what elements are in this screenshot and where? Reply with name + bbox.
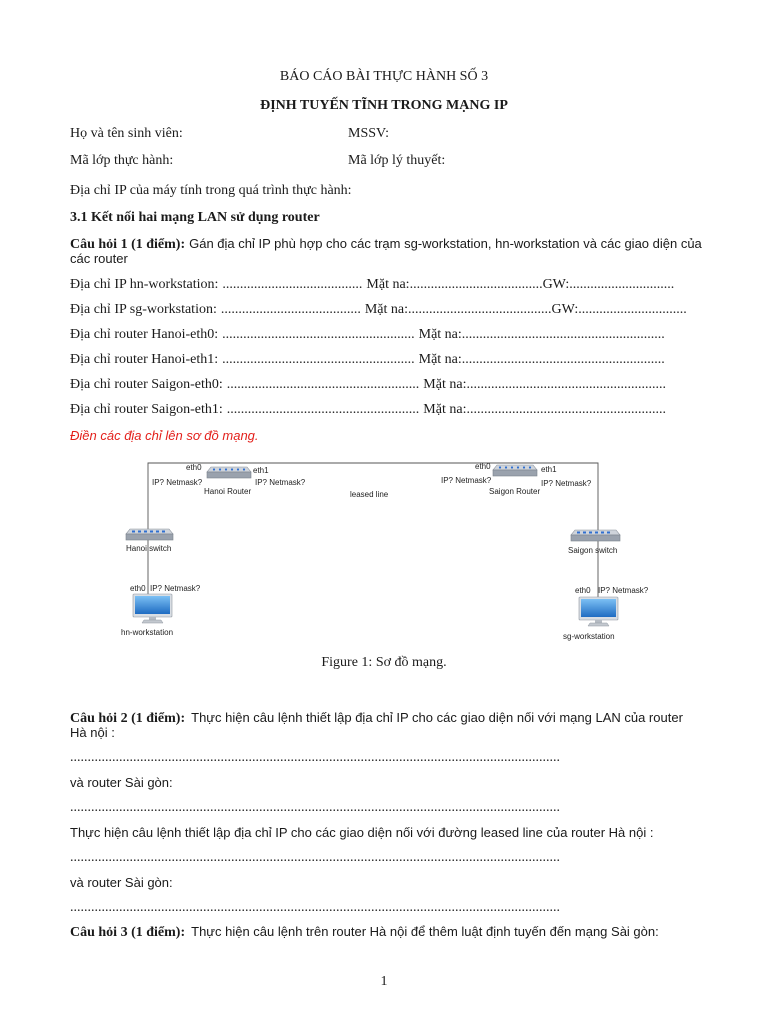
row-label: Địa chỉ IP sg-workstation: bbox=[70, 302, 217, 317]
leased-line-instruction: Thực hiện câu lệnh thiết lập địa chỉ IP cho các giao diện nối với đường leased line của router Hà nội : bbox=[70, 825, 654, 840]
hanoi-router-label: Hanoi Router bbox=[204, 487, 252, 496]
hanoi-eth1-ip: IP? Netmask? bbox=[255, 478, 306, 487]
q2-line bbox=[70, 709, 683, 728]
gw-blank: .............................. bbox=[569, 277, 675, 292]
student-name-label: Họ và tên sinh viên: bbox=[70, 126, 183, 141]
form-row-hanoi-eth0 bbox=[70, 326, 665, 344]
answer-blank-saigon-leased: ............................................................................................................................................ bbox=[70, 900, 560, 915]
hanoi-eth1-label: eth1 bbox=[253, 466, 269, 475]
practice-class-label: Mã lớp thực hành: bbox=[70, 153, 174, 168]
row-label: Địa chỉ router Saigon-eth1: bbox=[70, 402, 223, 417]
ip-blank: ....................................................... bbox=[226, 402, 420, 417]
q1-text: Gán địa chỉ IP phù hợp cho các trạm sg-workstation, hn-workstation và các giao diện của bbox=[189, 236, 702, 251]
section-heading: 3.1 Kết nối hai mạng LAN sử dụng router bbox=[70, 210, 320, 225]
hn-ws-eth0-label: eth0 bbox=[130, 584, 146, 593]
saigon-router-label: Saigon Router bbox=[489, 487, 541, 496]
q1-text-continued: các router bbox=[70, 251, 128, 266]
q1-line bbox=[70, 235, 702, 254]
hanoi-switch-label: Hanoi switch bbox=[126, 544, 172, 553]
q3-label: Câu hỏi 3 (1 điểm): bbox=[70, 925, 186, 940]
student-id-label: MSSV: bbox=[348, 126, 389, 141]
form-row-saigon-eth1 bbox=[70, 401, 666, 419]
saigon-eth1-ip: IP? Netmask? bbox=[541, 479, 592, 488]
form-row-hn-workstation bbox=[70, 276, 674, 294]
mask-blank: .......................................................... bbox=[461, 352, 665, 367]
mask-blank: ...................................... bbox=[409, 277, 543, 292]
mask-blank: ......................................... bbox=[408, 302, 552, 317]
hanoi-switch-icon bbox=[126, 529, 173, 540]
saigon-eth0-label: eth0 bbox=[475, 462, 491, 471]
answer-blank-hanoi-lan: ............................................................................................................................................ bbox=[70, 750, 560, 765]
hn-workstation-label: hn-workstation bbox=[121, 628, 174, 637]
row-label: Địa chỉ router Hanoi-eth0: bbox=[70, 327, 219, 342]
mask-label: Mặt na: bbox=[366, 277, 410, 292]
form-row-sg-workstation bbox=[70, 301, 687, 319]
saigon-router-label-1: và router Sài gòn: bbox=[70, 775, 173, 790]
hanoi-router-icon bbox=[207, 467, 251, 478]
q2-label: Câu hỏi 2 (1 điểm): bbox=[70, 711, 186, 726]
hanoi-eth0-label: eth0 bbox=[186, 463, 202, 472]
hn-workstation-monitor-icon bbox=[133, 594, 172, 623]
gw-blank: ............................... bbox=[578, 302, 687, 317]
sg-workstation-label: sg-workstation bbox=[563, 632, 615, 641]
q2-text-continued: Hà nội : bbox=[70, 725, 115, 740]
saigon-eth0-ip: IP? Netmask? bbox=[441, 476, 492, 485]
report-subtitle: ĐỊNH TUYẾN TĨNH TRONG MẠNG IP bbox=[260, 98, 508, 113]
q3-line bbox=[70, 923, 659, 942]
q1-label: Câu hỏi 1 (1 điểm): bbox=[70, 237, 186, 252]
row-label: Địa chỉ router Saigon-eth0: bbox=[70, 377, 223, 392]
ip-blank: ....................................................... bbox=[222, 352, 415, 367]
computer-ip-label: Địa chỉ IP của máy tính trong quá trình thực hành: bbox=[70, 183, 352, 198]
row-label: Địa chỉ router Hanoi-eth1: bbox=[70, 352, 219, 367]
diagram-note: Điền các địa chỉ lên sơ đồ mạng. bbox=[70, 428, 259, 443]
saigon-router-label-2: và router Sài gòn: bbox=[70, 875, 173, 890]
mask-label: Mặt na: bbox=[418, 327, 462, 342]
q3-text: Thực hiện câu lệnh trên router Hà nội để thêm luật định tuyến đến mạng Sài gòn: bbox=[191, 924, 659, 939]
ip-blank: ....................................................... bbox=[222, 327, 415, 342]
hn-ws-ip: IP? Netmask? bbox=[150, 584, 201, 593]
saigon-router-icon bbox=[493, 465, 537, 476]
page-number: 1 bbox=[380, 974, 388, 989]
saigon-eth1-label: eth1 bbox=[541, 465, 557, 474]
mask-blank: .......................................................... bbox=[461, 327, 665, 342]
network-diagram bbox=[110, 455, 670, 650]
ip-blank: ........................................ bbox=[220, 302, 361, 317]
leased-line-label: leased line bbox=[350, 490, 389, 499]
mask-blank: ......................................................... bbox=[466, 377, 666, 392]
form-row-hanoi-eth1 bbox=[70, 351, 665, 369]
gw-label: GW: bbox=[542, 277, 570, 292]
answer-blank-hanoi-leased: ............................................................................................................................................ bbox=[70, 850, 560, 865]
sg-ws-ip: IP? Netmask? bbox=[598, 586, 649, 595]
mask-label: Mặt na: bbox=[423, 402, 467, 417]
theory-class-label: Mã lớp lý thuyết: bbox=[348, 153, 446, 168]
mask-label: Mặt na: bbox=[364, 302, 409, 317]
sg-ws-eth0-label: eth0 bbox=[575, 586, 591, 595]
q2-text: Thực hiện câu lệnh thiết lập địa chỉ IP cho các giao diện nối với mạng LAN của router bbox=[191, 710, 683, 725]
report-title: BÁO CÁO BÀI THỰC HÀNH SỐ 3 bbox=[279, 69, 489, 84]
gw-label: GW: bbox=[551, 302, 579, 317]
ip-blank: ........................................ bbox=[222, 277, 363, 292]
figure-caption: Figure 1: Sơ đồ mạng. bbox=[321, 655, 447, 670]
mask-label: Mặt na: bbox=[423, 377, 467, 392]
row-label: Địa chỉ IP hn-workstation: bbox=[70, 277, 219, 292]
mask-label: Mặt na: bbox=[418, 352, 462, 367]
sg-workstation-monitor-icon bbox=[579, 597, 618, 626]
ip-blank: ....................................................... bbox=[226, 377, 420, 392]
saigon-switch-icon bbox=[571, 530, 620, 541]
form-row-saigon-eth0 bbox=[70, 376, 666, 394]
answer-blank-saigon-lan: ............................................................................................................................................ bbox=[70, 800, 560, 815]
saigon-switch-label: Saigon switch bbox=[568, 546, 618, 555]
hanoi-eth0-ip: IP? Netmask? bbox=[152, 478, 203, 487]
mask-blank: ......................................................... bbox=[466, 402, 666, 417]
